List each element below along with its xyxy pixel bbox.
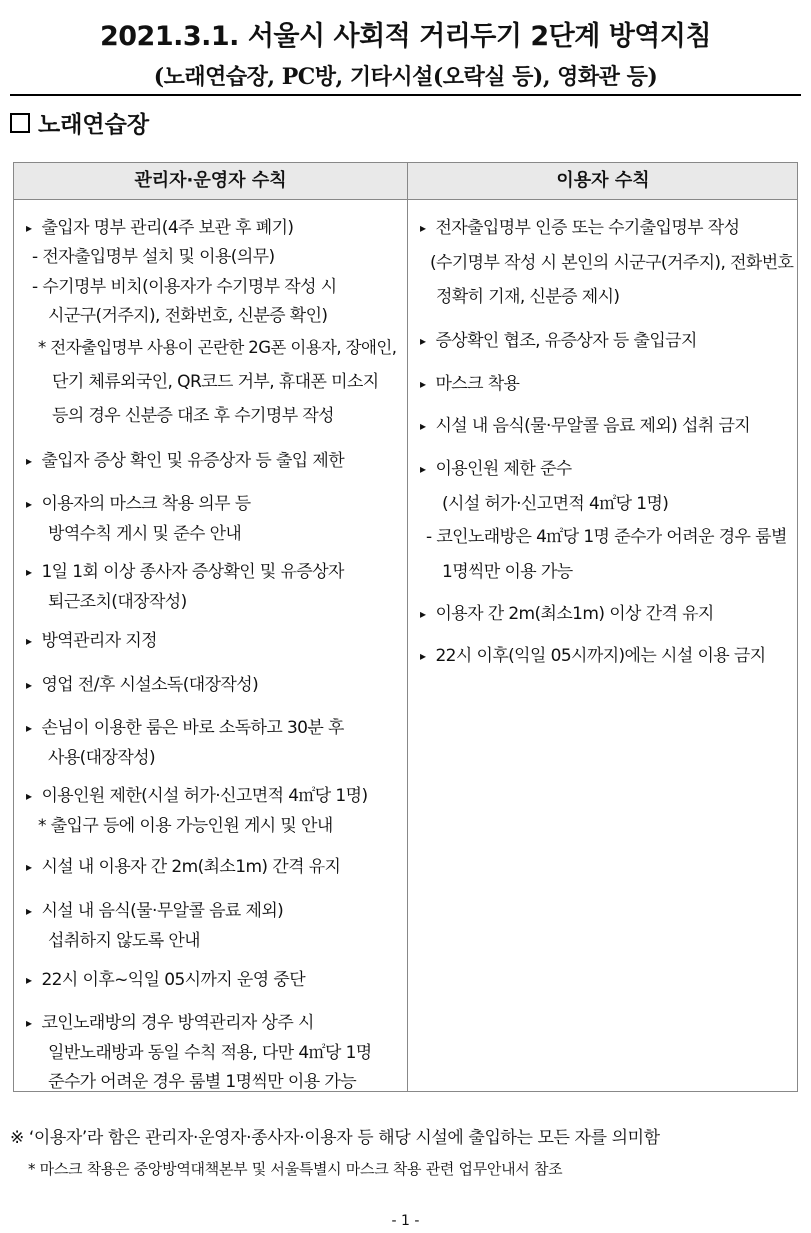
rule-line: ▸ 22시 이후(익일 05시까지)에는 시설 이용 금지 [420, 646, 766, 666]
rule-line: 등의 경우 신분증 대조 후 수기명부 작성 [52, 406, 334, 426]
rule-line: * 출입구 등에 이용 가능인원 게시 및 안내 [38, 816, 333, 836]
rule-line: ▸ 시설 내 음식(물·무알콜 음료 제외) [26, 901, 284, 921]
header-operator-rules: 관리자·운영자 수칙 [134, 170, 287, 191]
rule-line: 퇴근조치(대장작성) [48, 592, 187, 612]
column-divider [407, 163, 408, 1091]
rule-line: ▸ 이용인원 제한 준수 [420, 459, 572, 479]
rule-line: ▸ 코인노래방의 경우 방역관리자 상주 시 [26, 1013, 314, 1033]
bullet-triangle-icon: ▸ [26, 789, 32, 803]
rule-line: 방역수칙 게시 및 준수 안내 [48, 524, 242, 544]
page-subtitle: (노래연습장, PC방, 기타시설(오락실 등), 영화관 등) [153, 64, 658, 90]
rule-line: 단기 체류외국인, QR코드 거부, 휴대폰 미소지 [52, 372, 379, 392]
section-heading-label: 노래연습장 [38, 112, 150, 138]
bullet-triangle-icon: ▸ [26, 634, 32, 648]
bullet-triangle-icon: ▸ [26, 565, 32, 579]
bullet-triangle-icon: ▸ [26, 497, 32, 511]
page-title: 2021.3.1. 서울시 사회적 거리두기 2단계 방역지침 [99, 21, 712, 52]
rule-line: ▸ 이용인원 제한(시설 허가·신고면적 4㎡당 1명) [26, 786, 368, 806]
title-divider [10, 94, 801, 96]
rule-line: 섭취하지 않도록 안내 [48, 931, 201, 951]
bullet-triangle-icon: ▸ [26, 678, 32, 692]
bullet-triangle-icon: ▸ [420, 419, 426, 433]
rule-line: - 수기명부 비치(이용자가 수기명부 작성 시 [32, 277, 337, 297]
bullet-triangle-icon: ▸ [420, 377, 426, 391]
header-user-rules: 이용자 수칙 [556, 170, 650, 191]
rule-line: 시군구(거주지), 전화번호, 신분증 확인) [48, 306, 328, 326]
bullet-triangle-icon: ▸ [26, 860, 32, 874]
rule-line: ▸ 출입자 명부 관리(4주 보관 후 폐기) [26, 218, 294, 238]
rule-line: ▸ 증상확인 협조, 유증상자 등 출입금지 [420, 331, 697, 351]
bullet-triangle-icon: ▸ [420, 649, 426, 663]
bullet-triangle-icon: ▸ [26, 973, 32, 987]
bullet-triangle-icon: ▸ [26, 221, 32, 235]
rule-line: ▸ 손님이 이용한 룸은 바로 소독하고 30분 후 [26, 718, 344, 738]
rule-line: - 전자출입명부 설치 및 이용(의무) [32, 247, 275, 267]
section-heading [10, 106, 149, 139]
rule-line: 사용(대장작성) [48, 748, 155, 768]
rule-line: ▸ 이용자의 마스크 착용 의무 등 [26, 494, 251, 514]
bullet-triangle-icon: ▸ [420, 221, 426, 235]
rule-line: 1명씩만 이용 가능 [442, 562, 573, 582]
bullet-triangle-icon: ▸ [26, 721, 32, 735]
checkbox-icon [10, 113, 30, 133]
rule-line: ▸ 영업 전/후 시설소독(대장작성) [26, 675, 259, 695]
rule-line: (시설 허가·신고면적 4㎡당 1명) [442, 494, 669, 514]
bullet-triangle-icon: ▸ [420, 462, 426, 476]
rule-line: * 전자출입명부 사용이 곤란한 2G폰 이용자, 장애인, [38, 338, 397, 357]
rule-line: ▸ 22시 이후~익일 05시까지 운영 중단 [26, 970, 306, 990]
rule-line: ▸ 출입자 증상 확인 및 유증상자 등 출입 제한 [26, 451, 345, 471]
page-number: - 1 - [391, 1213, 420, 1229]
bullet-triangle-icon: ▸ [420, 607, 426, 621]
rule-line: ▸ 전자출입명부 인증 또는 수기출입명부 작성 [420, 218, 740, 238]
rule-line: ▸ 시설 내 이용자 간 2m(최소1m) 간격 유지 [26, 857, 341, 877]
rule-line: (수기명부 작성 시 본인의 시군구(거주지), 전화번호 [430, 253, 794, 273]
rule-line: ▸ 시설 내 음식(물·무알콜 음료 제외) 섭취 금지 [420, 416, 751, 436]
bullet-triangle-icon: ▸ [26, 904, 32, 918]
bullet-triangle-icon: ▸ [420, 334, 426, 348]
rule-line: ▸ 마스크 착용 [420, 374, 520, 394]
bullet-triangle-icon: ▸ [26, 1016, 32, 1030]
footnote-definition: ※ ‘이용자’라 함은 관리자·운영자·종사자·이용자 등 해당 시설에 출입하는 모든 자를 의미함 [10, 1128, 660, 1148]
rule-line: ▸ 이용자 간 2m(최소1m) 이상 간격 유지 [420, 604, 714, 624]
rule-line: 일반노래방과 동일 수칙 적용, 다만 4㎡당 1명 [48, 1043, 372, 1063]
rule-line: 정확히 기재, 신분증 제시) [436, 287, 620, 307]
bullet-triangle-icon: ▸ [26, 454, 32, 468]
rule-line: ▸ 방역관리자 지정 [26, 631, 157, 651]
rules-table [13, 162, 798, 1092]
rule-line: 준수가 어려운 경우 룸별 1명씩만 이용 가능 [48, 1072, 357, 1092]
footnote-mask-reference: * 마스크 착용은 중앙방역대책본부 및 서울특별시 마스크 착용 관련 업무안내서 참조 [28, 1160, 563, 1178]
rule-line: - 코인노래방은 4㎡당 1명 준수가 어려운 경우 룸별 [426, 527, 787, 547]
rule-line: ▸ 1일 1회 이상 종사자 증상확인 및 유증상자 [26, 562, 344, 582]
